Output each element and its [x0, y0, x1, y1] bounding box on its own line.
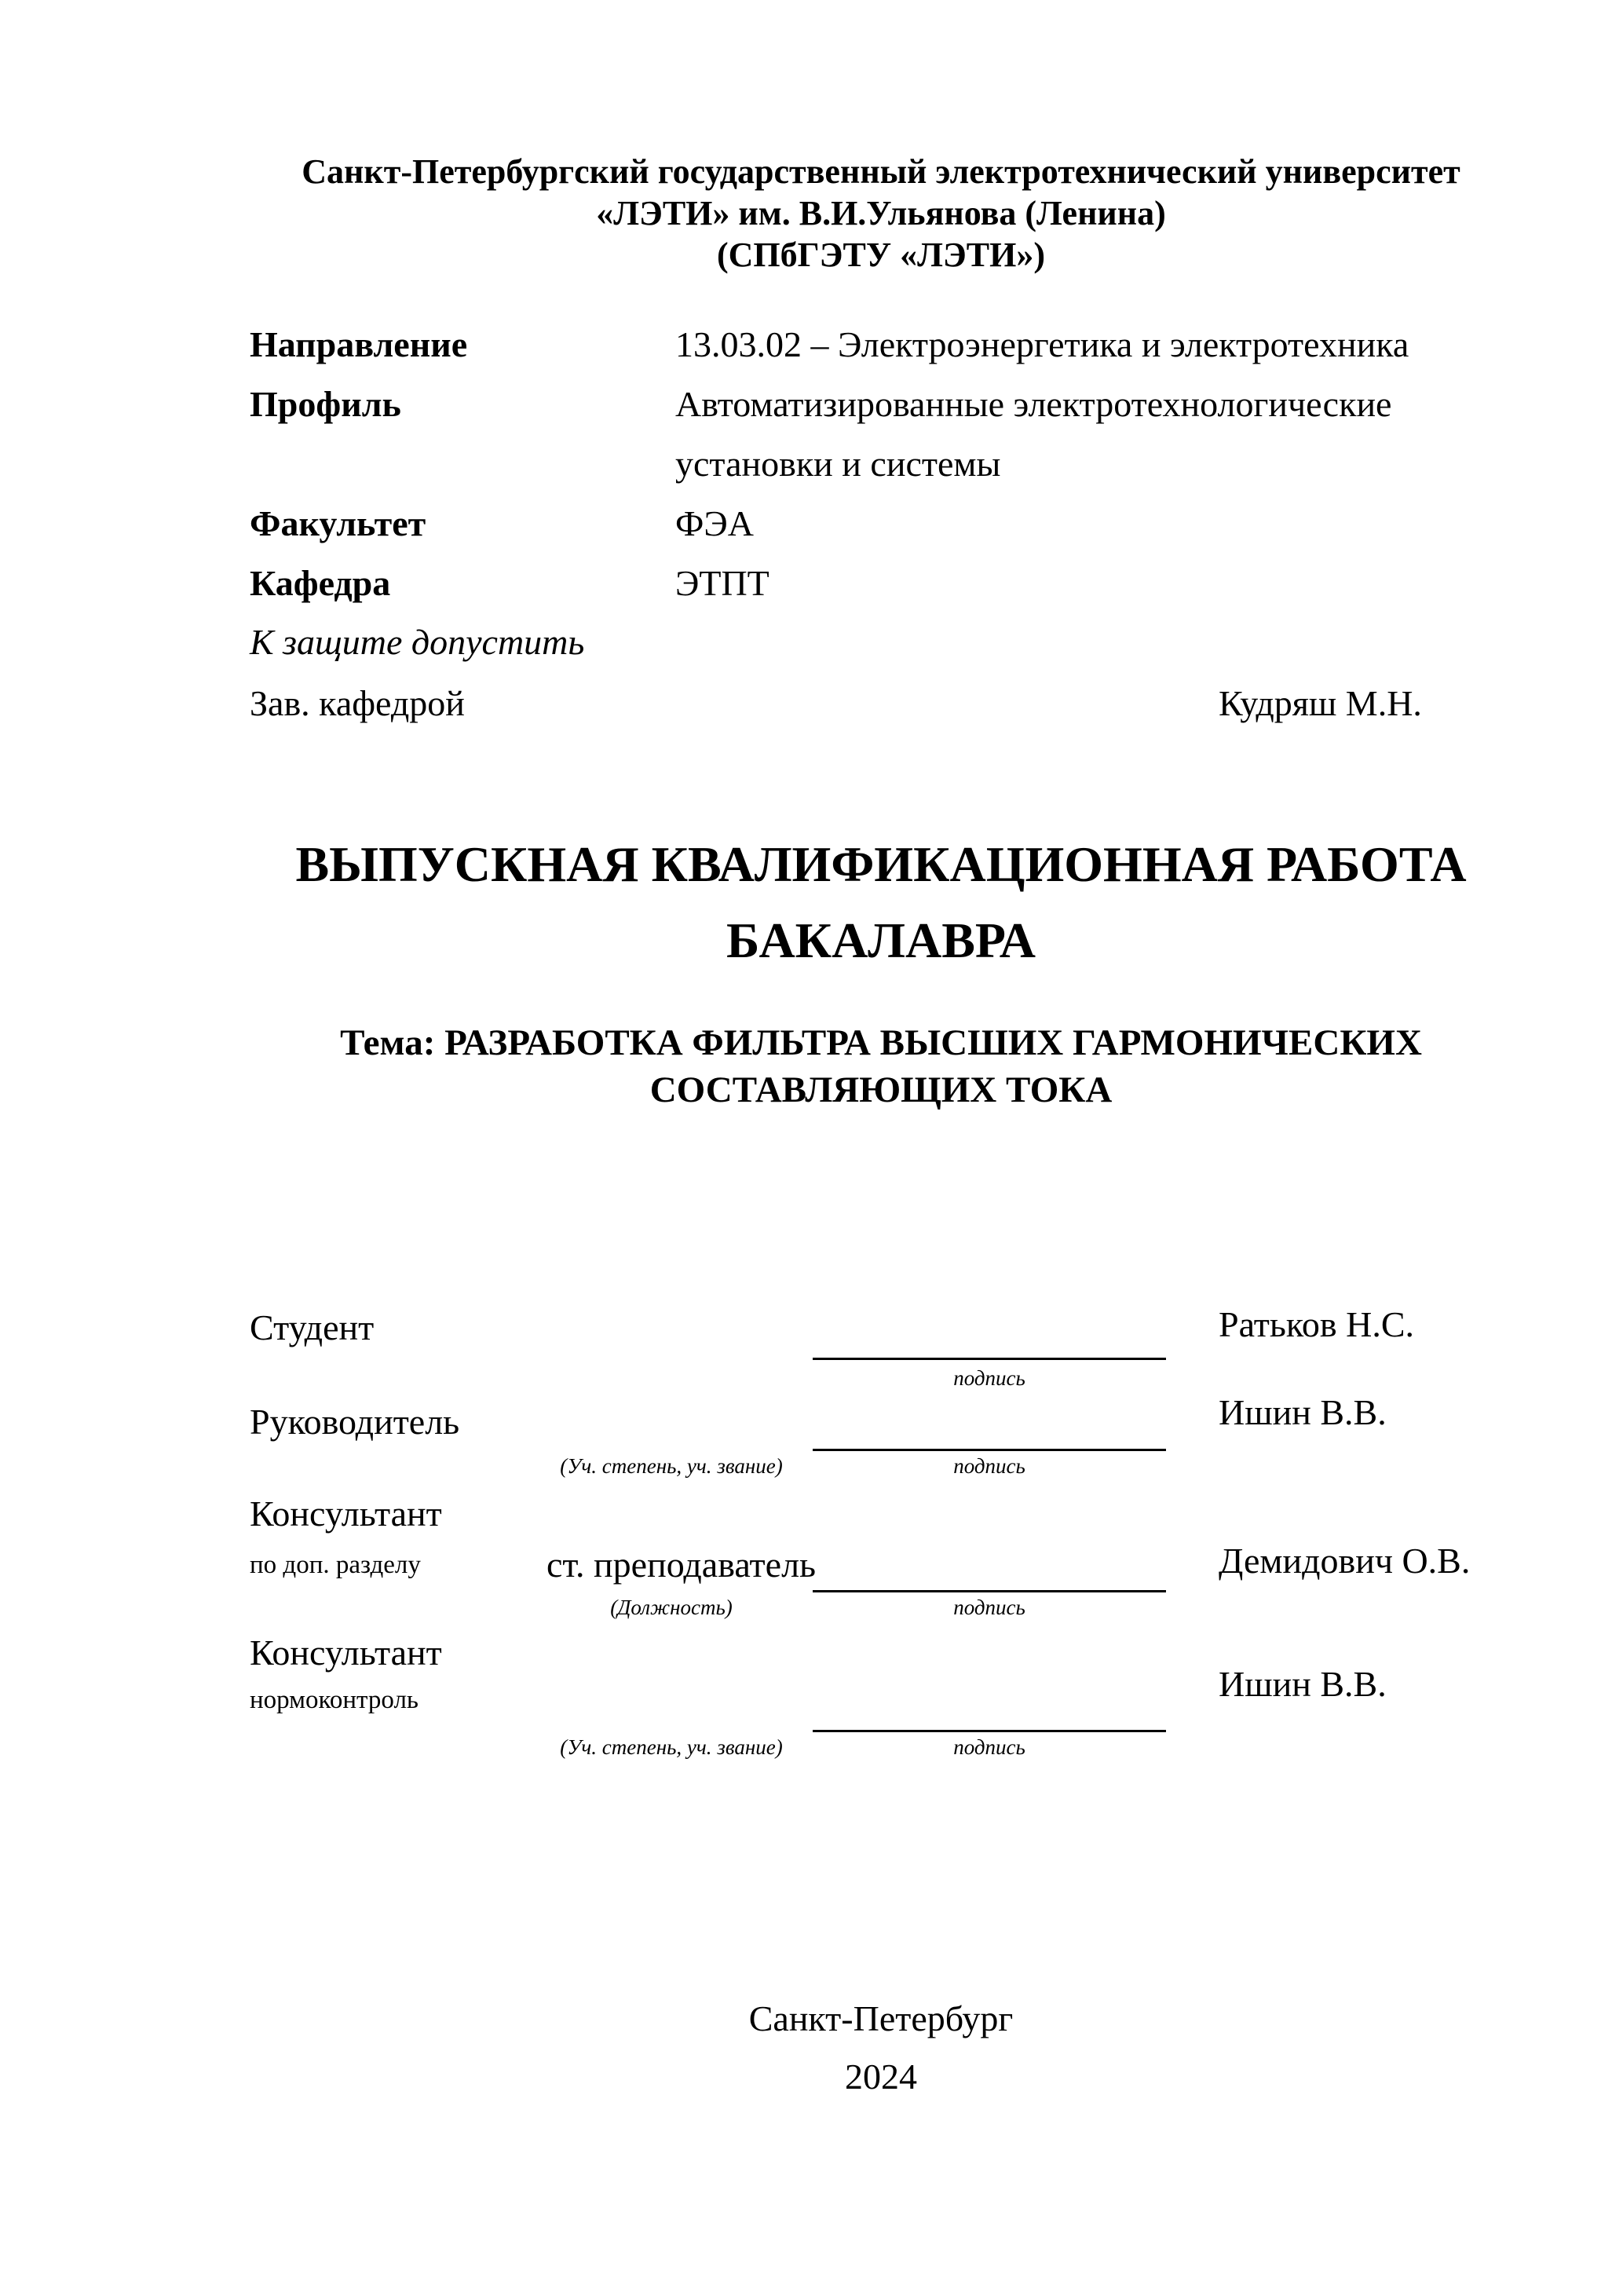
permit-to-defense-line: К защите допустить	[250, 622, 585, 662]
signature-role-student: Студент	[250, 1307, 375, 1347]
field-label-direction: Направление	[250, 324, 468, 364]
signature-line-student	[813, 1358, 1166, 1360]
signature-name-consultant-1: Демидович О.В.	[1219, 1541, 1471, 1581]
degree-hint-supervisor: (Уч. степень, уч. звание)	[560, 1454, 783, 1478]
field-label-faculty: Факультет	[250, 503, 426, 543]
field-value-profile-line1: Автоматизированные электротехнологические	[675, 384, 1392, 424]
signature-hint-student: подпись	[953, 1366, 1025, 1390]
field-row-profile-cont	[250, 442, 1512, 486]
signature-role-supervisor: Руководитель	[250, 1402, 460, 1442]
department-head-label: Зав. кафедрой	[250, 683, 465, 723]
signature-role-consultant-2: Консультант	[250, 1632, 442, 1673]
field-label-empty	[250, 442, 675, 486]
signature-hint-consultant-1: подпись	[953, 1596, 1025, 1619]
signature-role-consultant-1: Консультант	[250, 1493, 442, 1534]
footer-city: Санкт-Петербург	[748, 1998, 1014, 2038]
field-label-profile: Профиль	[250, 384, 401, 424]
work-title-line1: ВЫПУСКНАЯ КВАЛИФИКАЦИОННАЯ РАБОТА	[295, 836, 1467, 892]
signature-name-consultant-2: Ишин В.В.	[1219, 1664, 1387, 1704]
field-row-faculty	[250, 502, 1512, 546]
degree-hint-consultant-2: (Уч. степень, уч. звание)	[560, 1735, 783, 1759]
work-theme-line1: Тема: РАЗРАБОТКА ФИЛЬТРА ВЫСШИХ ГАРМОНИЧЕСКИХ	[340, 1022, 1422, 1063]
field-value-profile-line2: установки и системы	[675, 444, 1001, 484]
signature-line-consultant-1	[813, 1590, 1166, 1592]
signature-line-consultant-2	[813, 1730, 1166, 1732]
field-row-department	[250, 561, 1512, 605]
signature-position-consultant-1: ст. преподаватель	[546, 1545, 817, 1585]
signature-line-supervisor	[813, 1449, 1166, 1451]
university-name-line1: Санкт-Петербургский государственный электротехнический университет	[302, 152, 1460, 191]
department-head-name: Кудряш М.Н.	[1219, 683, 1422, 723]
signature-subrole-consultant-1: по доп. разделу	[250, 1551, 421, 1579]
signature-subrole-consultant-2: нормоконтроль	[250, 1686, 419, 1714]
work-title-line2: БАКАЛАВРА	[726, 912, 1036, 968]
signature-hint-supervisor: подпись	[953, 1454, 1025, 1478]
signature-name-student: Ратьков Н.С.	[1219, 1304, 1415, 1344]
work-theme-line2: СОСТАВЛЯЮЩИХ ТОКА	[649, 1069, 1113, 1110]
field-value-faculty: ФЭА	[675, 503, 754, 543]
university-name-line3: (СПбГЭТУ «ЛЭТИ»)	[717, 236, 1045, 274]
university-name-line2: «ЛЭТИ» им. В.И.Ульянова (Ленина)	[596, 194, 1166, 232]
work-theme	[250, 1019, 1512, 1113]
university-header	[250, 151, 1512, 276]
field-value-department: ЭТПТ	[675, 563, 769, 603]
footer-year: 2024	[845, 2057, 917, 2097]
work-title	[250, 826, 1512, 978]
field-row-profile	[250, 382, 1512, 426]
field-value-direction: 13.03.02 – Электроэнергетика и электротехника	[675, 324, 1409, 364]
signature-name-supervisor: Ишин В.В.	[1219, 1392, 1387, 1432]
position-hint-consultant-1: (Должность)	[610, 1596, 733, 1619]
field-row-direction	[250, 323, 1512, 367]
signature-hint-consultant-2: подпись	[953, 1735, 1025, 1759]
field-label-department: Кафедра	[250, 563, 391, 603]
